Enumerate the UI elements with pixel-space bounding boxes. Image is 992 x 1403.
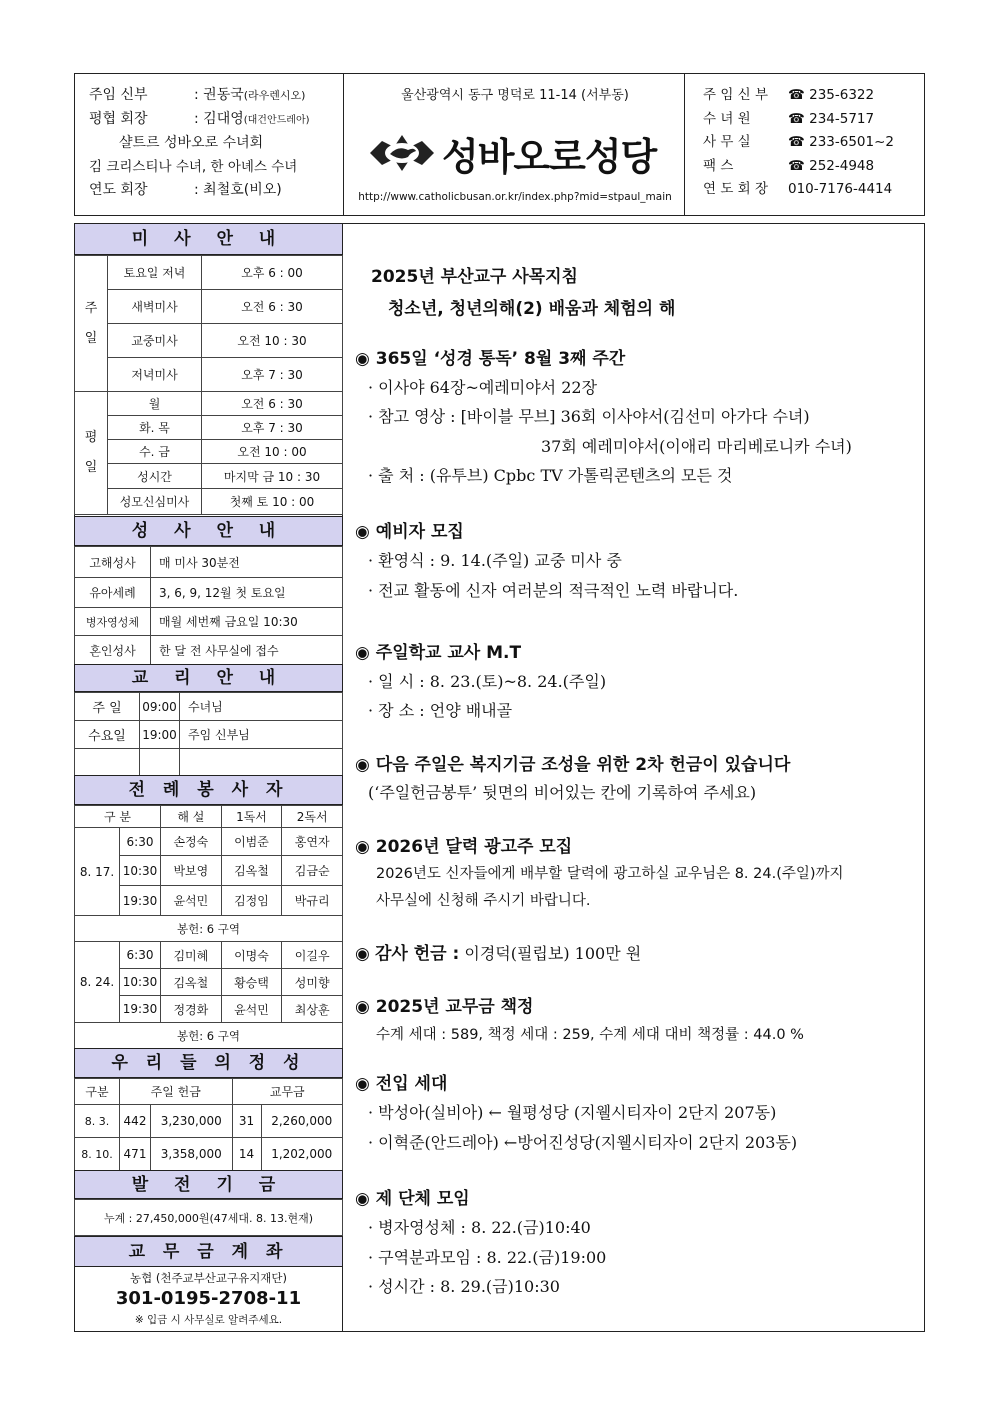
staff-funeral: 연도 회장 : 최철호(비오) <box>89 182 282 198</box>
liturgy-reader1: 김정임 <box>221 886 282 916</box>
section-thanks-offering: ◉ 감사 헌금 : 이경덕(필립보) 100만 원 <box>355 944 642 964</box>
weekday-label: 평 일 <box>75 392 108 515</box>
dues-line: 수계 세대 : 589, 책정 세대 : 259, 수계 세대 대비 책정률 : 44.0 % <box>376 1027 804 1043</box>
liturgy-commentator: 윤석민 <box>161 886 222 916</box>
liturgy-time: 6:30 <box>120 942 161 969</box>
fund-header: 발 전 기 금 <box>74 1170 343 1199</box>
address: 울산광역시 동구 명덕로 11-14 (서부동) <box>401 88 629 103</box>
offering-count: 442 <box>120 1105 151 1138</box>
liturgy-reader1: 김옥철 <box>221 856 282 886</box>
section-second-collection-title: ◉ 다음 주일은 복지기금 조성을 위한 2차 헌금이 있습니다 <box>355 755 791 775</box>
liturgy-table <box>74 805 343 1049</box>
account-header: 교 무 금 계 좌 <box>74 1236 343 1267</box>
offering-header: 우 리 들 의 정 성 <box>74 1048 343 1078</box>
staff-sister-names: 김 크리스티나 수녀, 한 아녜스 수녀 <box>89 158 298 175</box>
section-meetings-title: ◉ 제 단체 모임 <box>355 1189 470 1209</box>
liturgy-reader1: 이명숙 <box>221 942 282 969</box>
staff-sisters: 샬트르 성바오로 수녀회 <box>119 135 264 151</box>
mass-time: 마지막 금 10 : 30 <box>202 464 343 489</box>
catechism-header: 교 리 안 내 <box>74 664 343 692</box>
mass-name: 성시간 <box>108 464 202 489</box>
contact-office: 사 무 실 ☎ 233-6501~2 <box>703 134 895 150</box>
liturgy-time: 6:30 <box>120 828 161 856</box>
liturgy-time: 10:30 <box>120 969 161 996</box>
catechism-teacher <box>180 749 343 776</box>
teacher-mt-line: · 장 소 : 언양 배내골 <box>368 701 513 720</box>
church-url[interactable]: http://www.catholicbusan.or.kr/index.php?mid=stpaul_main <box>358 191 672 203</box>
teacher-mt-line: · 일 시 : 8. 23.(토)~8. 24.(주일) <box>368 672 607 691</box>
mass-name: 저녁미사 <box>108 358 202 392</box>
liturgy-reader1: 이범준 <box>221 828 282 856</box>
bible-line: · 이사야 64장~예레미야서 22장 <box>368 378 598 397</box>
calendar-line: 사무실에 신청해 주시기 바랍니다. <box>376 893 591 909</box>
mass-time: 첫째 토 10 : 00 <box>202 489 343 515</box>
guideline-title: 2025년 부산교구 사목지침 <box>371 267 578 287</box>
liturgy-offering: 봉헌: 6 구역 <box>75 1023 343 1049</box>
sacrament-info: 3, 6, 9, 12월 첫 토요일 <box>151 578 343 608</box>
liturgy-time: 19:30 <box>120 996 161 1023</box>
meeting-line: · 성시간 : 8. 29.(금)10:30 <box>368 1277 560 1296</box>
mass-table <box>74 255 343 515</box>
mass-name: 교중미사 <box>108 324 202 358</box>
offering-amount: 3,358,000 <box>151 1138 233 1171</box>
bible-line: 37회 예레미야서(이애리 마리베로니카 수녀) <box>541 437 852 456</box>
bible-line: · 참고 영상 : [바이블 무브] 36회 이사야서(김선미 아가다 수녀) <box>368 407 810 426</box>
sacrament-info: 매 미사 30분전 <box>151 547 343 578</box>
dues-count: 14 <box>232 1138 261 1171</box>
meeting-line: · 병자영성체 : 8. 22.(금)10:40 <box>368 1218 591 1237</box>
mass-name: 월 <box>108 392 202 416</box>
staff-pastor: 주임 신부 : 권동국(라우렌시오) <box>89 87 306 103</box>
offering-col-header: 교무금 <box>232 1079 343 1105</box>
catechism-day: 주 일 <box>75 693 140 721</box>
mass-name: 성모신심미사 <box>108 489 202 515</box>
catechism-teacher: 주임 신부님 <box>180 721 343 749</box>
newcomer-line: · 박성아(실비아) ← 월평성당 (지웰시티자이 2단지 207동) <box>368 1103 777 1122</box>
liturgy-reader2: 이길우 <box>282 942 343 969</box>
contact-pastor: 주 임 신 부 ☎ 235-6322 <box>703 87 875 103</box>
sunday-label: 주 일 <box>75 256 108 392</box>
newcomer-line: · 이혁준(안드레아) ←방어진성당(지웰시티자이 2단지 203동) <box>368 1133 798 1152</box>
liturgy-time: 19:30 <box>120 886 161 916</box>
liturgy-reader1: 윤석민 <box>221 996 282 1023</box>
bullet-icon: ◉ <box>355 944 370 964</box>
section-bible-title: ◉ 365일 ‘성경 통독’ 8월 3째 주간 <box>355 349 626 369</box>
contact-convent: 수 녀 원 ☎ 234-5717 <box>703 110 875 127</box>
catechism-time: 19:00 <box>140 721 180 749</box>
mass-name: 토요일 저녁 <box>108 256 202 290</box>
dues-count: 31 <box>232 1105 261 1138</box>
account-bank: 농협 (천주교부산교구유지재단) <box>129 1271 288 1285</box>
sacrament-table <box>74 546 343 665</box>
offering-date: 8. 10. <box>75 1138 120 1171</box>
catechism-teacher: 수녀님 <box>180 693 343 721</box>
guideline-subtitle: 청소년, 청년의해(2) 배움과 체험의 해 <box>388 299 676 319</box>
sacrament-info: 매월 세번째 금요일 10:30 <box>151 608 343 636</box>
header-center <box>343 74 685 215</box>
section-calendar-title: ◉ 2026년 달력 광고주 모집 <box>355 837 573 857</box>
contact-funeral: 연 도 회 장 010-7176-4414 <box>703 181 893 197</box>
catechism-day <box>75 749 140 776</box>
mass-name: 화. 목 <box>108 416 202 440</box>
mass-time: 오후 7 : 30 <box>202 416 343 440</box>
calendar-line: 2026년도 신자들에게 배부할 달력에 광고하실 교우님은 8. 24.(주일)까지 <box>376 866 844 882</box>
sacrament-header: 성 사 안 내 <box>74 516 343 546</box>
bible-line: · 출 처 : (유투브) Cpbc TV 가톨릭콘텐츠의 모든 것 <box>368 466 733 485</box>
church-name: 성바오로성당 <box>442 135 657 179</box>
liturgy-offering: 봉헌: 6 구역 <box>75 916 343 942</box>
liturgy-commentator: 김미혜 <box>161 942 222 969</box>
dues-amount: 2,260,000 <box>261 1105 343 1138</box>
catechumen-line: · 환영식 : 9. 14.(주일) 교중 미사 중 <box>368 551 622 570</box>
mass-time: 오전 10 : 30 <box>202 324 343 358</box>
mass-name: 새벽미사 <box>108 290 202 324</box>
bullet-icon: ◉ <box>355 837 370 857</box>
liturgy-commentator: 손정숙 <box>161 828 222 856</box>
offering-date: 8. 3. <box>75 1105 120 1138</box>
liturgy-reader2: 성미향 <box>282 969 343 996</box>
bullet-icon: ◉ <box>355 643 370 663</box>
section-teacher-mt-title: ◉ 주일학교 교사 M.T <box>355 643 522 663</box>
sacrament-name: 병자영성체 <box>75 608 151 636</box>
header-contacts <box>703 84 918 202</box>
contact-fax: 팩 스 ☎ 252-4948 <box>703 157 875 174</box>
bullet-icon: ◉ <box>355 1189 370 1209</box>
account-note: ※ 입금 시 사무실로 알려주세요. <box>134 1314 283 1326</box>
header <box>74 73 925 216</box>
liturgy-reader2: 홍연자 <box>282 828 343 856</box>
bullet-icon: ◉ <box>355 755 370 775</box>
sacrament-name: 고해성사 <box>75 547 151 578</box>
liturgy-reader1: 황승택 <box>221 969 282 996</box>
section-catechumen-title: ◉ 예비자 모집 <box>355 522 464 542</box>
liturgy-col-header: 해 설 <box>161 806 222 828</box>
liturgy-col-header: 2독서 <box>282 806 343 828</box>
section-newcomers-title: ◉ 전입 세대 <box>355 1074 448 1094</box>
offering-col-header: 구분 <box>75 1079 120 1105</box>
mass-header: 미 사 안 내 <box>74 223 343 255</box>
catechism-time: 09:00 <box>140 693 180 721</box>
dues-amount: 1,202,000 <box>261 1138 343 1171</box>
catechism-table <box>74 692 343 776</box>
mass-time: 오전 6 : 30 <box>202 392 343 416</box>
liturgy-commentator: 김옥철 <box>161 969 222 996</box>
second-collection-line: (‘주일헌금봉투’ 뒷면의 비어있는 칸에 기록하여 주세요) <box>368 783 757 802</box>
liturgy-reader2: 최상훈 <box>282 996 343 1023</box>
catechism-day: 수요일 <box>75 721 140 749</box>
bullet-icon: ◉ <box>355 997 370 1017</box>
sacrament-name: 혼인성사 <box>75 636 151 665</box>
offering-table <box>74 1078 343 1171</box>
liturgy-commentator: 정경화 <box>161 996 222 1023</box>
liturgy-commentator: 박보영 <box>161 856 222 886</box>
liturgy-reader2: 박규리 <box>282 886 343 916</box>
staff-council: 평협 회장 : 김대영(대건안드레아) <box>89 110 310 127</box>
fund-total: 누계 : 27,450,000원(47세대. 8. 13.현재) <box>74 1199 343 1236</box>
liturgy-col-header: 구 분 <box>75 806 161 828</box>
mass-name: 수. 금 <box>108 440 202 464</box>
offering-col-header: 주일 헌금 <box>120 1079 233 1105</box>
liturgy-reader2: 김금순 <box>282 856 343 886</box>
bullet-icon: ◉ <box>355 522 370 542</box>
offering-amount: 3,230,000 <box>151 1105 233 1138</box>
sacrament-info: 한 달 전 사무실에 접수 <box>151 636 343 665</box>
bullet-icon: ◉ <box>355 1074 370 1094</box>
sacrament-name: 유아세례 <box>75 578 151 608</box>
catechumen-line: · 전교 활동에 신자 여러분의 적극적인 노력 바랍니다. <box>368 581 739 600</box>
meeting-line: · 구역분과모임 : 8. 22.(금)19:00 <box>368 1248 607 1267</box>
account-number: 301-0195-2708-11 <box>115 1288 302 1309</box>
liturgy-col-header: 1독서 <box>221 806 282 828</box>
liturgy-time: 10:30 <box>120 856 161 886</box>
church-logo-icon <box>366 129 438 177</box>
header-staff <box>89 84 347 203</box>
liturgy-date: 8. 17. <box>75 828 120 916</box>
mass-time: 오전 6 : 30 <box>202 290 343 324</box>
mass-time: 오후 7 : 30 <box>202 358 343 392</box>
catechism-time <box>140 749 180 776</box>
mass-time: 오후 6 : 00 <box>202 256 343 290</box>
bullet-icon: ◉ <box>355 349 370 369</box>
liturgy-date: 8. 24. <box>75 942 120 1023</box>
mass-time: 오전 10 : 00 <box>202 440 343 464</box>
offering-count: 471 <box>120 1138 151 1171</box>
section-dues-title: ◉ 2025년 교무금 책정 <box>355 997 534 1017</box>
liturgy-header: 전 례 봉 사 자 <box>74 775 343 805</box>
